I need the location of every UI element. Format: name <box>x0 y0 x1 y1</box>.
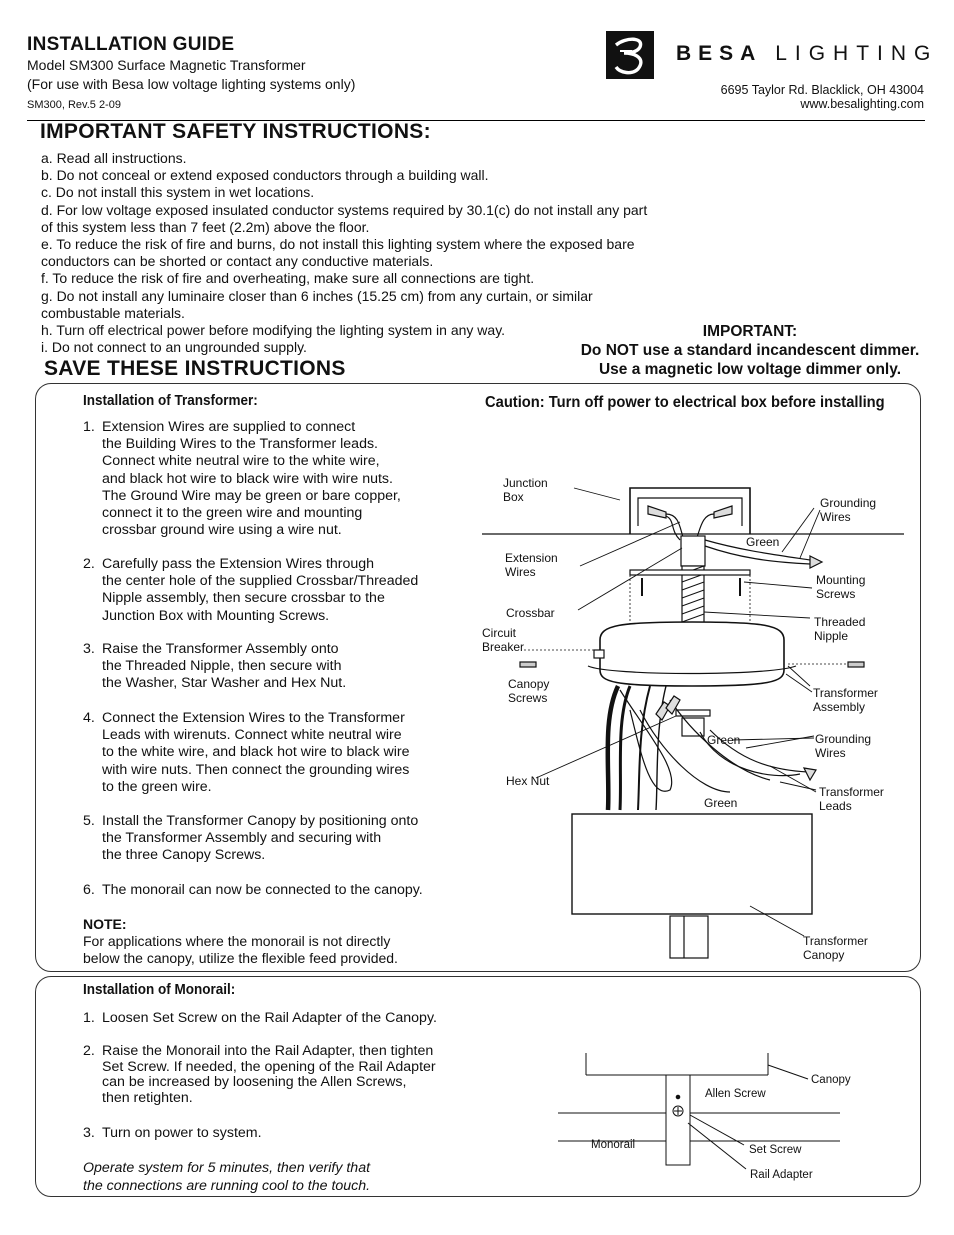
step-line: connect it to the green wire and mounting <box>102 505 363 522</box>
label-green-top: Green <box>746 535 780 549</box>
step-line: can be increased by loosening the Allen Screws, <box>102 1074 407 1091</box>
step-line: Install the Transformer Canopy by positioning onto <box>102 813 419 829</box>
rail-adapter-shape <box>666 1075 690 1165</box>
monorail-steps <box>83 1010 483 1150</box>
brand-address: 6695 Taylor Rd. Blacklick, OH 43004 <box>720 83 924 97</box>
step-number: 2. <box>83 556 95 572</box>
step-line: Set Screw. If needed, the opening of the Rail Adapter <box>102 1058 436 1075</box>
safety-line: e. To reduce the risk of fire and burns, do not install this lighting system where the exposed bare <box>41 236 635 253</box>
wire-nut-shape <box>804 768 816 780</box>
step-line: Turn on power to system. <box>102 1125 262 1141</box>
transformer-assembly-shape <box>600 622 784 686</box>
step-line: the center hole of the supplied Crossbar/Threaded <box>102 573 419 590</box>
canopy-screw <box>848 662 864 667</box>
allen-screw-dot <box>676 1095 680 1099</box>
step-line: Raise the Monorail into the Rail Adapter, then tighten <box>102 1043 434 1059</box>
transformer-canopy-shape <box>572 814 812 914</box>
step-number: 1. <box>83 1010 95 1026</box>
safety-line: i. Do not connect to an ungrounded supply. <box>41 339 307 356</box>
step-line: the Building Wires to the Transformer leads. <box>102 436 378 453</box>
brand-name <box>676 42 938 66</box>
step-number: 5. <box>83 813 95 829</box>
label-hex-nut: Hex Nut <box>506 774 550 788</box>
label-circuit-breaker: Circuit Breaker <box>482 626 525 654</box>
leader-line <box>768 1065 808 1079</box>
rail-adapter-shape <box>670 916 708 958</box>
safety-line: combustable materials. <box>41 304 185 321</box>
step-line: Junction Box with Mounting Screws. <box>102 607 330 624</box>
wire-shape <box>666 516 680 540</box>
label-set-screw: Set Screw <box>749 1144 802 1156</box>
step-number: 4. <box>83 710 95 726</box>
label-canopy: Canopy <box>811 1074 851 1086</box>
final-line: Operate system for 5 minutes, then verify that <box>83 1160 371 1176</box>
safety-line: b. Do not conceal or extend exposed conductors through a building wall. <box>41 167 489 184</box>
step-line: with wire nuts. Then connect the grounding wires <box>102 761 410 778</box>
transformer-steps <box>83 419 473 898</box>
safety-line: conductors can be shorted or contact any conductive materials. <box>41 253 434 270</box>
safety-line: g. Do not install any luminaire closer than 6 inches (15.25 cm) from any curtain, or similar <box>41 287 593 304</box>
safety-line: c. Do not install this system in wet locations. <box>41 184 315 201</box>
label-threaded-nipple: Threaded Nipple <box>814 615 866 643</box>
safety-line: of this system less than 7 feet (2.2m) above the floor. <box>41 218 370 235</box>
revision-line: SM300, Rev.5 2-09 <box>27 99 121 111</box>
step-line: the Washer, Star Washer and Hex Nut. <box>102 675 347 692</box>
step-line: Carefully pass the Extension Wires through <box>102 556 375 572</box>
model-line: Model SM300 Surface Magnetic Transformer <box>27 57 306 73</box>
step-line: The Ground Wire may be green or bare copper, <box>102 487 401 504</box>
note-label: NOTE: <box>83 916 127 932</box>
transformer-note <box>83 916 398 967</box>
extension-wire-block <box>681 536 705 566</box>
step-line: Extension Wires are supplied to connect <box>102 419 356 435</box>
transformer-heading: Installation of Transformer: <box>83 392 258 409</box>
step-line: to the green wire. <box>102 778 212 795</box>
brand-website: www.besalighting.com <box>800 97 924 111</box>
label-grounding-wires-mid: Grounding Wires <box>815 732 872 760</box>
step-line: the three Canopy Screws. <box>102 847 266 864</box>
step-line: the Transformer Assembly and securing with <box>102 830 382 847</box>
black-lead <box>608 686 618 810</box>
wire-nut-shape <box>714 506 732 518</box>
monorail-diagram <box>550 1045 880 1190</box>
brand-name-bold: BESA <box>676 42 763 65</box>
step-line: Leads with wirenuts. Connect white neutral wire <box>102 727 402 744</box>
canopy-screw <box>520 662 536 667</box>
label-mounting-screws: Mounting Screws <box>816 573 866 601</box>
step-line: Connect the Extension Wires to the Transformer <box>102 710 405 726</box>
final-check-note <box>83 1159 370 1195</box>
label-grounding-wires-top: Grounding Wires <box>820 496 877 524</box>
transformer-diagram <box>470 470 920 970</box>
note-line: below the canopy, utilize the flexible feed provided. <box>83 950 398 966</box>
crossbar-shape <box>630 570 750 575</box>
brand-name-light: LIGHTING <box>775 42 939 65</box>
caution-text: Caution: Turn off power to electrical box before installing <box>485 394 885 411</box>
wire-nut-shape <box>810 556 822 568</box>
step-line: Nipple assembly, then secure crossbar to the <box>102 590 385 607</box>
black-lead <box>620 686 630 810</box>
safety-line: f. To reduce the risk of fire and overheating, make sure all connections are tight. <box>41 270 535 287</box>
step-number: 3. <box>83 1125 95 1141</box>
step-line: The monorail can now be connected to the canopy. <box>102 882 423 898</box>
guide-title: INSTALLATION GUIDE <box>27 34 235 55</box>
label-allen-screw: Allen Screw <box>705 1088 766 1100</box>
monorail-heading: Installation of Monorail: <box>83 981 236 998</box>
step-line: Connect white neutral wire to the white wire, <box>102 453 380 470</box>
circuit-breaker-shape <box>594 650 604 658</box>
label-transformer-canopy: Transformer Canopy <box>803 934 868 962</box>
step-line: crossbar ground wire using a wire nut. <box>102 522 342 539</box>
label-transformer-assembly: Transformer Assembly <box>813 686 878 714</box>
important-line-1: Do NOT use a standard incandescent dimmer. <box>580 342 920 359</box>
step-number: 1. <box>83 419 95 435</box>
label-extension-wires: Extension Wires <box>505 551 558 579</box>
step-line: to the white wire, and black hot wire to black wire <box>102 744 410 761</box>
step-number: 6. <box>83 882 95 898</box>
safety-title: IMPORTANT SAFETY INSTRUCTIONS: <box>40 120 431 143</box>
label-green-mid: Green <box>707 733 741 747</box>
label-crossbar: Crossbar <box>506 606 555 620</box>
safety-line: a. Read all instructions. <box>41 150 187 166</box>
wire-nut-shape <box>648 506 666 518</box>
label-rail-adapter: Rail Adapter <box>750 1169 813 1181</box>
step-line: the Threaded Nipple, then secure with <box>102 658 342 675</box>
note-line: For applications where the monorail is not directly <box>83 933 391 949</box>
label-monorail: Monorail <box>591 1139 636 1151</box>
label-green-bottom: Green <box>704 796 738 810</box>
step-number: 2. <box>83 1043 95 1059</box>
save-instructions-title: SAVE THESE INSTRUCTIONS <box>44 357 346 380</box>
usage-line: (For use with Besa low voltage lighting systems only) <box>27 76 356 92</box>
important-notice <box>560 322 940 379</box>
important-line-2: Use a magnetic low voltage dimmer only. <box>598 361 902 378</box>
final-line: the connections are running cool to the touch. <box>83 1178 371 1194</box>
besa-logo-icon <box>606 31 654 79</box>
step-line: Loosen Set Screw on the Rail Adapter of the Canopy. <box>102 1010 437 1026</box>
step-line: Raise the Transformer Assembly onto <box>102 641 339 657</box>
step-line: then retighten. <box>102 1089 193 1106</box>
step-number: 3. <box>83 641 95 657</box>
important-heading: IMPORTANT: <box>702 323 798 340</box>
safety-line: d. For low voltage exposed insulated conductor systems required by 30.1(c) do not install any part <box>41 201 648 218</box>
label-canopy-screws: Canopy Screws <box>508 677 550 705</box>
label-junction-box: Junction Box <box>503 476 548 504</box>
step-line: and black hot wire to black wire with wire nuts. <box>102 470 393 487</box>
label-transformer-leads: Transformer Leads <box>819 785 884 813</box>
safety-line: h. Turn off electrical power before modifying the lighting system in any way. <box>41 322 506 339</box>
